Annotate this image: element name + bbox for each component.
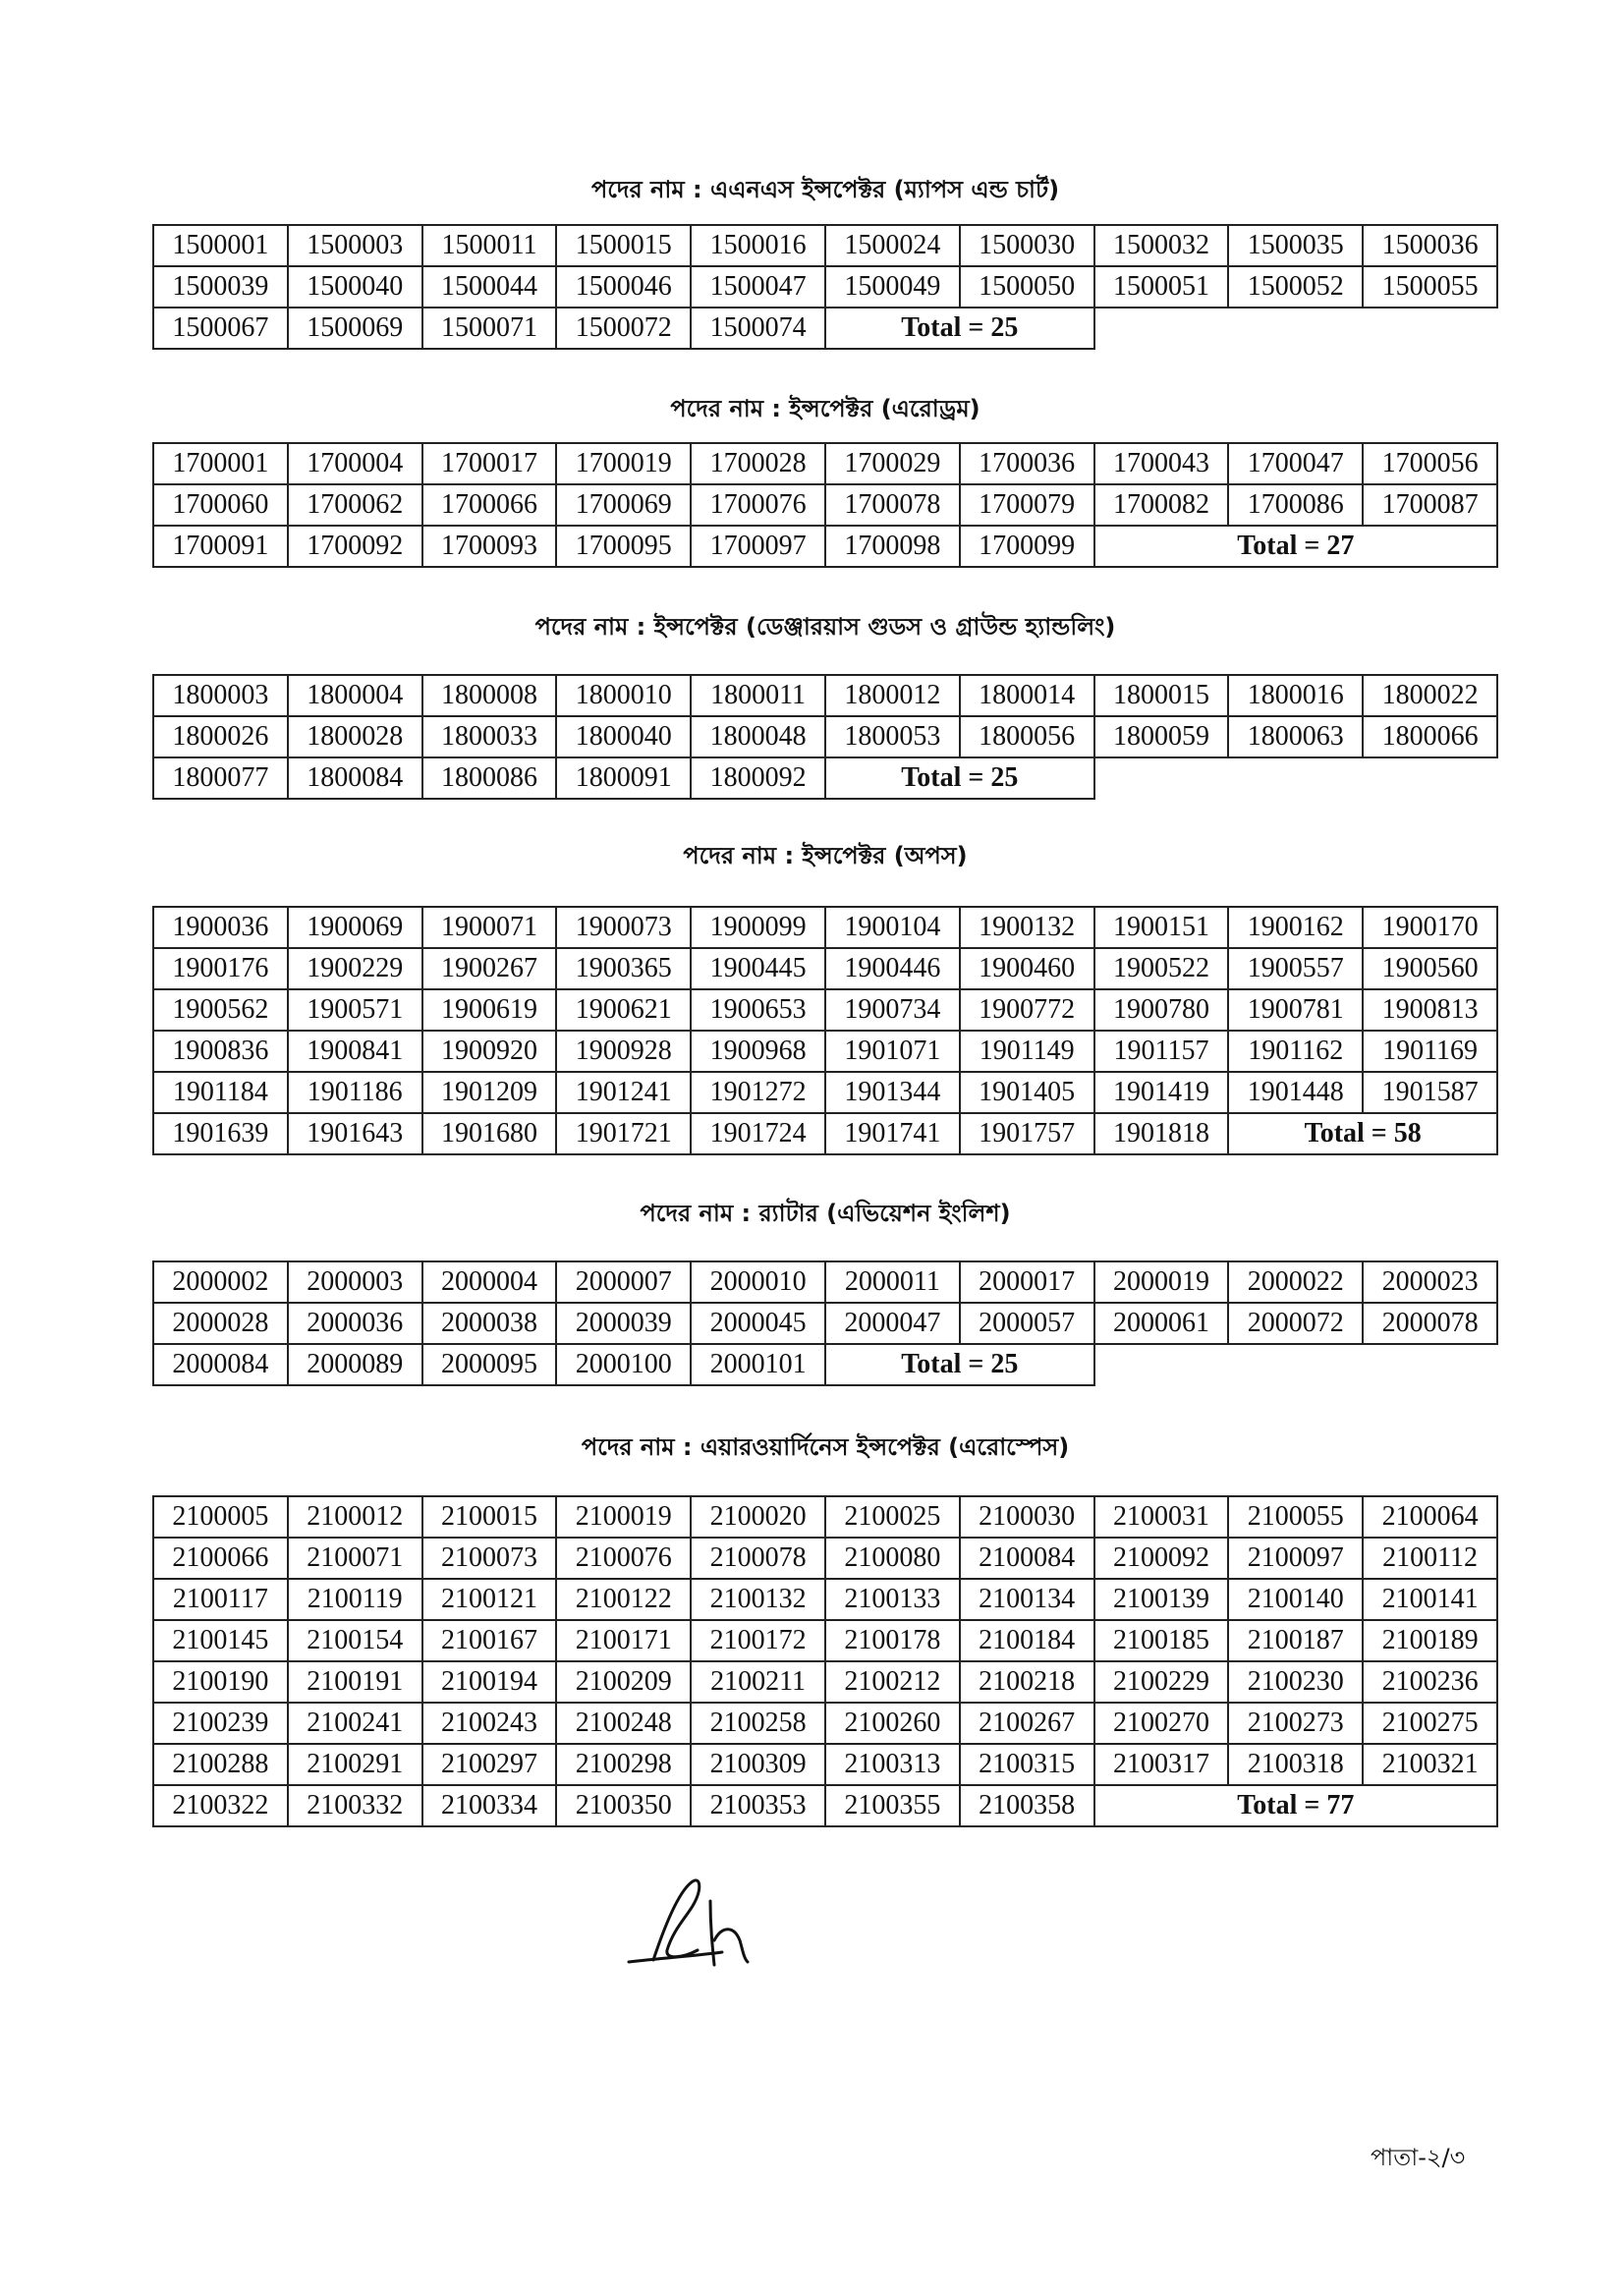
roll-number-cell: 1800063 — [1228, 716, 1363, 757]
table-row — [153, 1785, 1497, 1826]
roll-number-cell: 1700099 — [960, 526, 1094, 567]
roll-number-cell: 2100185 — [1094, 1620, 1229, 1661]
roll-number-cell: 1900069 — [288, 907, 422, 948]
roll-number-cell: 2100241 — [288, 1703, 422, 1744]
roll-number-cell: 1900460 — [960, 948, 1094, 989]
roll-number-cell: 1800091 — [556, 757, 691, 799]
roll-number-cell: 1900151 — [1094, 907, 1229, 948]
roll-number-cell: 2100191 — [288, 1661, 422, 1703]
table-row — [153, 1031, 1497, 1072]
table-row — [153, 1538, 1497, 1579]
roll-number-cell: 1700004 — [288, 443, 422, 484]
table-row — [153, 1496, 1497, 1538]
roll-number-cell: 2100229 — [1094, 1661, 1229, 1703]
roll-number-cell: 1901721 — [556, 1113, 691, 1154]
roll-number-cell: 1900836 — [153, 1031, 288, 1072]
roll-number-cell: 1500055 — [1363, 266, 1497, 308]
roll-number-cell: 1901448 — [1228, 1072, 1363, 1113]
roll-number-cell: 2100071 — [288, 1538, 422, 1579]
roll-number-cell: 2100133 — [825, 1579, 960, 1620]
roll-number-cell: 2100139 — [1094, 1579, 1229, 1620]
roll-number-cell: 1800008 — [422, 675, 557, 716]
roll-number-cell: 2000061 — [1094, 1303, 1229, 1344]
roll-number-cell: 1800015 — [1094, 675, 1229, 716]
roll-number-cell: 2100064 — [1363, 1496, 1497, 1538]
roll-number-cell: 1700097 — [691, 526, 825, 567]
roll-number-cell: 1901639 — [153, 1113, 288, 1154]
roll-number-cell: 2100358 — [960, 1785, 1094, 1826]
table-row — [153, 907, 1497, 948]
roll-number-cell: 1901419 — [1094, 1072, 1229, 1113]
roll-number-cell: 2100239 — [153, 1703, 288, 1744]
roll-number-cell: 2000004 — [422, 1261, 557, 1303]
roll-number-cell: 1700069 — [556, 484, 691, 526]
roll-number-cell: 1500036 — [1363, 225, 1497, 266]
roll-number-cell: 2100211 — [691, 1661, 825, 1703]
table-row — [153, 1344, 1497, 1385]
total-cell: Total = 25 — [825, 308, 1094, 349]
roll-number-cell: 1900522 — [1094, 948, 1229, 989]
roll-number-cell: 1901741 — [825, 1113, 960, 1154]
empty-cell — [1094, 1344, 1497, 1385]
roll-number-cell: 2100267 — [960, 1703, 1094, 1744]
roll-number-cell: 1900557 — [1228, 948, 1363, 989]
roll-number-cell: 2100132 — [691, 1579, 825, 1620]
roll-number-cell: 2100187 — [1228, 1620, 1363, 1661]
roll-number-cell: 1901169 — [1363, 1031, 1497, 1072]
roll-table — [152, 1260, 1498, 1386]
roll-number-cell: 2000100 — [556, 1344, 691, 1385]
roll-number-cell: 1901344 — [825, 1072, 960, 1113]
roll-number-cell: 1800053 — [825, 716, 960, 757]
roll-number-cell: 1901241 — [556, 1072, 691, 1113]
roll-number-cell: 1500011 — [422, 225, 557, 266]
roll-number-cell: 1900560 — [1363, 948, 1497, 989]
roll-number-cell: 1901186 — [288, 1072, 422, 1113]
roll-number-cell: 2100025 — [825, 1496, 960, 1538]
roll-number-cell: 1901587 — [1363, 1072, 1497, 1113]
roll-number-cell: 2000039 — [556, 1303, 691, 1344]
roll-number-cell: 1700076 — [691, 484, 825, 526]
roll-number-cell: 1900162 — [1228, 907, 1363, 948]
roll-number-cell: 1700087 — [1363, 484, 1497, 526]
roll-number-cell: 2100230 — [1228, 1661, 1363, 1703]
roll-table — [152, 1495, 1498, 1827]
roll-number-cell: 1700086 — [1228, 484, 1363, 526]
roll-number-cell: 2000089 — [288, 1344, 422, 1385]
roll-number-cell: 1700047 — [1228, 443, 1363, 484]
section-title: পদের নাম : ইন্সপেক্টর (এরোড্রম) — [670, 395, 980, 422]
table-row — [153, 484, 1497, 526]
total-cell: Total = 77 — [1094, 1785, 1497, 1826]
roll-number-cell: 1800048 — [691, 716, 825, 757]
roll-number-cell: 2100019 — [556, 1496, 691, 1538]
roll-number-cell: 1900170 — [1363, 907, 1497, 948]
table-row — [153, 1703, 1497, 1744]
section-title: পদের নাম : ইন্সপেক্টর (অপস) — [683, 842, 968, 869]
roll-number-cell: 2100218 — [960, 1661, 1094, 1703]
roll-number-cell: 2000002 — [153, 1261, 288, 1303]
roll-number-cell: 2100030 — [960, 1496, 1094, 1538]
roll-number-cell: 2100020 — [691, 1496, 825, 1538]
roll-number-cell: 1800022 — [1363, 675, 1497, 716]
roll-number-cell: 1800040 — [556, 716, 691, 757]
table-row — [153, 989, 1497, 1031]
table-row — [153, 757, 1497, 799]
table-row — [153, 308, 1497, 349]
roll-number-cell: 2000019 — [1094, 1261, 1229, 1303]
roll-number-cell: 2100122 — [556, 1579, 691, 1620]
roll-number-cell: 1700093 — [422, 526, 557, 567]
table-row — [153, 526, 1497, 567]
roll-number-cell: 2100318 — [1228, 1744, 1363, 1785]
roll-number-cell: 2100334 — [422, 1785, 557, 1826]
roll-number-cell: 2100273 — [1228, 1703, 1363, 1744]
roll-number-cell: 2100134 — [960, 1579, 1094, 1620]
total-cell: Total = 25 — [825, 1344, 1094, 1385]
roll-number-cell: 1901680 — [422, 1113, 557, 1154]
roll-number-cell: 1901272 — [691, 1072, 825, 1113]
roll-number-cell: 2100112 — [1363, 1538, 1497, 1579]
roll-number-cell: 1500003 — [288, 225, 422, 266]
roll-number-cell: 1900813 — [1363, 989, 1497, 1031]
roll-table — [152, 442, 1498, 568]
roll-number-cell: 2100317 — [1094, 1744, 1229, 1785]
roll-number-cell: 1500030 — [960, 225, 1094, 266]
roll-number-cell: 2100080 — [825, 1538, 960, 1579]
roll-number-cell: 2000101 — [691, 1344, 825, 1385]
table-row — [153, 1661, 1497, 1703]
roll-number-cell: 2100209 — [556, 1661, 691, 1703]
roll-number-cell: 2100012 — [288, 1496, 422, 1538]
table-row — [153, 1261, 1497, 1303]
roll-number-cell: 1700019 — [556, 443, 691, 484]
roll-number-cell: 1500016 — [691, 225, 825, 266]
roll-number-cell: 1700043 — [1094, 443, 1229, 484]
roll-number-cell: 1800077 — [153, 757, 288, 799]
roll-number-cell: 2100236 — [1363, 1661, 1497, 1703]
roll-number-cell: 2100353 — [691, 1785, 825, 1826]
roll-number-cell: 2100190 — [153, 1661, 288, 1703]
roll-number-cell: 2000038 — [422, 1303, 557, 1344]
roll-number-cell: 2000047 — [825, 1303, 960, 1344]
roll-number-cell: 1800086 — [422, 757, 557, 799]
roll-number-cell: 2000028 — [153, 1303, 288, 1344]
roll-number-cell: 1700028 — [691, 443, 825, 484]
roll-table — [152, 224, 1498, 350]
roll-number-cell: 1900104 — [825, 907, 960, 948]
roll-number-cell: 1800004 — [288, 675, 422, 716]
table-row — [153, 225, 1497, 266]
roll-number-cell: 1900071 — [422, 907, 557, 948]
table-row — [153, 675, 1497, 716]
roll-number-cell: 1900653 — [691, 989, 825, 1031]
roll-number-cell: 2100076 — [556, 1538, 691, 1579]
roll-number-cell: 2100084 — [960, 1538, 1094, 1579]
roll-number-cell: 1500049 — [825, 266, 960, 308]
roll-number-cell: 1500046 — [556, 266, 691, 308]
roll-number-cell: 1700078 — [825, 484, 960, 526]
roll-number-cell: 2000057 — [960, 1303, 1094, 1344]
table-row — [153, 1113, 1497, 1154]
table-row — [153, 1072, 1497, 1113]
roll-number-cell: 2000017 — [960, 1261, 1094, 1303]
roll-number-cell: 2100315 — [960, 1744, 1094, 1785]
roll-number-cell: 2100194 — [422, 1661, 557, 1703]
roll-number-cell: 2100288 — [153, 1744, 288, 1785]
roll-number-cell: 1900036 — [153, 907, 288, 948]
roll-number-cell: 1900841 — [288, 1031, 422, 1072]
roll-number-cell: 1901643 — [288, 1113, 422, 1154]
roll-number-cell: 1700001 — [153, 443, 288, 484]
roll-number-cell: 1700017 — [422, 443, 557, 484]
section-title: পদের নাম : ইন্সপেক্টর (ডেঞ্জারয়াস গুডস ও গ্রাউন্ড হ্যান্ডলিং) — [534, 613, 1116, 641]
total-cell: Total = 58 — [1228, 1113, 1497, 1154]
roll-number-cell: 2100140 — [1228, 1579, 1363, 1620]
roll-number-cell: 2100350 — [556, 1785, 691, 1826]
roll-number-cell: 1900073 — [556, 907, 691, 948]
section-title: পদের নাম : র‍্যাটার (এভিয়েশন ইংলিশ) — [640, 1200, 1011, 1227]
roll-number-cell: 2100258 — [691, 1703, 825, 1744]
roll-number-cell: 1901071 — [825, 1031, 960, 1072]
roll-number-cell: 1700062 — [288, 484, 422, 526]
roll-number-cell: 1900734 — [825, 989, 960, 1031]
roll-number-cell: 2100275 — [1363, 1703, 1497, 1744]
roll-number-cell: 1500032 — [1094, 225, 1229, 266]
roll-number-cell: 1700029 — [825, 443, 960, 484]
table-row — [153, 1744, 1497, 1785]
roll-number-cell: 2100313 — [825, 1744, 960, 1785]
roll-number-cell: 1500069 — [288, 308, 422, 349]
roll-number-cell: 2100121 — [422, 1579, 557, 1620]
roll-number-cell: 2100178 — [825, 1620, 960, 1661]
roll-number-cell: 1500040 — [288, 266, 422, 308]
roll-number-cell: 2000011 — [825, 1261, 960, 1303]
roll-number-cell: 2000010 — [691, 1261, 825, 1303]
roll-number-cell: 1900781 — [1228, 989, 1363, 1031]
roll-number-cell: 2100322 — [153, 1785, 288, 1826]
roll-number-cell: 1500051 — [1094, 266, 1229, 308]
roll-number-cell: 1900132 — [960, 907, 1094, 948]
roll-number-cell: 1900920 — [422, 1031, 557, 1072]
section-title: পদের নাম : এয়ারওয়ার্দিনেস ইন্সপেক্টর (এরোস্পেস) — [581, 1433, 1070, 1461]
roll-number-cell: 2100119 — [288, 1579, 422, 1620]
roll-number-cell: 1900099 — [691, 907, 825, 948]
roll-number-cell: 1901757 — [960, 1113, 1094, 1154]
roll-table — [152, 906, 1498, 1155]
roll-number-cell: 2100291 — [288, 1744, 422, 1785]
roll-number-cell: 1900267 — [422, 948, 557, 989]
roll-number-cell: 1800010 — [556, 675, 691, 716]
roll-number-cell: 1800059 — [1094, 716, 1229, 757]
roll-number-cell: 1800056 — [960, 716, 1094, 757]
roll-number-cell: 2100321 — [1363, 1744, 1497, 1785]
table-row — [153, 1579, 1497, 1620]
roll-number-cell: 2100309 — [691, 1744, 825, 1785]
roll-number-cell: 1800033 — [422, 716, 557, 757]
roll-number-cell: 1900562 — [153, 989, 288, 1031]
roll-number-cell: 2000072 — [1228, 1303, 1363, 1344]
roll-number-cell: 1900968 — [691, 1031, 825, 1072]
roll-number-cell: 1800014 — [960, 675, 1094, 716]
roll-number-cell: 1800084 — [288, 757, 422, 799]
roll-number-cell: 2100212 — [825, 1661, 960, 1703]
roll-number-cell: 2100154 — [288, 1620, 422, 1661]
roll-number-cell: 2000078 — [1363, 1303, 1497, 1344]
roll-number-cell: 1900619 — [422, 989, 557, 1031]
roll-number-cell: 1500071 — [422, 308, 557, 349]
roll-number-cell: 2100171 — [556, 1620, 691, 1661]
roll-number-cell: 2000045 — [691, 1303, 825, 1344]
roll-number-cell: 2000095 — [422, 1344, 557, 1385]
roll-number-cell: 2100055 — [1228, 1496, 1363, 1538]
roll-number-cell: 2100073 — [422, 1538, 557, 1579]
page-number: পাতা-২/৩ — [1371, 2144, 1466, 2171]
roll-number-cell: 1700082 — [1094, 484, 1229, 526]
roll-number-cell: 2100078 — [691, 1538, 825, 1579]
roll-number-cell: 2100184 — [960, 1620, 1094, 1661]
roll-number-cell: 1500039 — [153, 266, 288, 308]
roll-number-cell: 1500015 — [556, 225, 691, 266]
roll-number-cell: 1700092 — [288, 526, 422, 567]
roll-number-cell: 1800011 — [691, 675, 825, 716]
roll-number-cell: 1800066 — [1363, 716, 1497, 757]
roll-number-cell: 2100189 — [1363, 1620, 1497, 1661]
roll-number-cell: 2100355 — [825, 1785, 960, 1826]
empty-cell — [1094, 308, 1497, 349]
roll-number-cell: 2100066 — [153, 1538, 288, 1579]
roll-number-cell: 1500024 — [825, 225, 960, 266]
table-row — [153, 1620, 1497, 1661]
roll-number-cell: 1700095 — [556, 526, 691, 567]
roll-number-cell: 1800092 — [691, 757, 825, 799]
roll-number-cell: 2100167 — [422, 1620, 557, 1661]
section-title: পদের নাম : এএনএস ইন্সপেক্টর (ম্যাপস এন্ড চার্ট) — [590, 176, 1060, 203]
roll-number-cell: 1900446 — [825, 948, 960, 989]
total-cell: Total = 25 — [825, 757, 1094, 799]
roll-number-cell: 1800016 — [1228, 675, 1363, 716]
roll-number-cell: 2100015 — [422, 1496, 557, 1538]
total-cell: Total = 27 — [1094, 526, 1497, 567]
table-row — [153, 948, 1497, 989]
signature — [624, 1872, 771, 1980]
roll-number-cell: 2100248 — [556, 1703, 691, 1744]
roll-number-cell: 2100145 — [153, 1620, 288, 1661]
roll-number-cell: 2100031 — [1094, 1496, 1229, 1538]
roll-number-cell: 1700036 — [960, 443, 1094, 484]
roll-number-cell: 2100297 — [422, 1744, 557, 1785]
roll-number-cell: 1900621 — [556, 989, 691, 1031]
roll-number-cell: 1700091 — [153, 526, 288, 567]
roll-number-cell: 1901818 — [1094, 1113, 1229, 1154]
roll-number-cell: 1900229 — [288, 948, 422, 989]
roll-number-cell: 1500074 — [691, 308, 825, 349]
roll-number-cell: 1901209 — [422, 1072, 557, 1113]
table-row — [153, 443, 1497, 484]
roll-number-cell: 1900571 — [288, 989, 422, 1031]
roll-number-cell: 1500035 — [1228, 225, 1363, 266]
roll-number-cell: 2100298 — [556, 1744, 691, 1785]
roll-number-cell: 2000084 — [153, 1344, 288, 1385]
roll-number-cell: 1500044 — [422, 266, 557, 308]
roll-number-cell: 1500067 — [153, 308, 288, 349]
roll-number-cell: 2100117 — [153, 1579, 288, 1620]
roll-number-cell: 1500052 — [1228, 266, 1363, 308]
roll-number-cell: 1900928 — [556, 1031, 691, 1072]
roll-number-cell: 2000022 — [1228, 1261, 1363, 1303]
roll-number-cell: 1500001 — [153, 225, 288, 266]
roll-number-cell: 1800026 — [153, 716, 288, 757]
roll-number-cell: 1901157 — [1094, 1031, 1229, 1072]
roll-number-cell: 1500050 — [960, 266, 1094, 308]
roll-number-cell: 2100172 — [691, 1620, 825, 1661]
roll-number-cell: 1700066 — [422, 484, 557, 526]
roll-number-cell: 1700079 — [960, 484, 1094, 526]
roll-number-cell: 1901184 — [153, 1072, 288, 1113]
table-row — [153, 716, 1497, 757]
roll-number-cell: 1900445 — [691, 948, 825, 989]
roll-number-cell: 2100260 — [825, 1703, 960, 1744]
roll-number-cell: 2100141 — [1363, 1579, 1497, 1620]
roll-number-cell: 1500047 — [691, 266, 825, 308]
roll-number-cell: 2000003 — [288, 1261, 422, 1303]
roll-number-cell: 1900772 — [960, 989, 1094, 1031]
roll-number-cell: 2100270 — [1094, 1703, 1229, 1744]
roll-number-cell: 2100005 — [153, 1496, 288, 1538]
roll-number-cell: 1901162 — [1228, 1031, 1363, 1072]
roll-number-cell: 1900176 — [153, 948, 288, 989]
roll-number-cell: 1800012 — [825, 675, 960, 716]
roll-number-cell: 1901405 — [960, 1072, 1094, 1113]
roll-number-cell: 1700056 — [1363, 443, 1497, 484]
table-row — [153, 266, 1497, 308]
roll-number-cell: 2000007 — [556, 1261, 691, 1303]
roll-number-cell: 2100243 — [422, 1703, 557, 1744]
roll-number-cell: 1900365 — [556, 948, 691, 989]
roll-number-cell: 1900780 — [1094, 989, 1229, 1031]
roll-number-cell: 1901149 — [960, 1031, 1094, 1072]
roll-number-cell: 1800028 — [288, 716, 422, 757]
roll-number-cell: 2000036 — [288, 1303, 422, 1344]
roll-number-cell: 1500072 — [556, 308, 691, 349]
table-row — [153, 1303, 1497, 1344]
roll-table — [152, 674, 1498, 800]
roll-number-cell: 2100092 — [1094, 1538, 1229, 1579]
empty-cell — [1094, 757, 1497, 799]
roll-number-cell: 1700060 — [153, 484, 288, 526]
roll-number-cell: 2100332 — [288, 1785, 422, 1826]
roll-number-cell: 1800003 — [153, 675, 288, 716]
roll-number-cell: 2100097 — [1228, 1538, 1363, 1579]
roll-number-cell: 1901724 — [691, 1113, 825, 1154]
roll-number-cell: 2000023 — [1363, 1261, 1497, 1303]
roll-number-cell: 1700098 — [825, 526, 960, 567]
